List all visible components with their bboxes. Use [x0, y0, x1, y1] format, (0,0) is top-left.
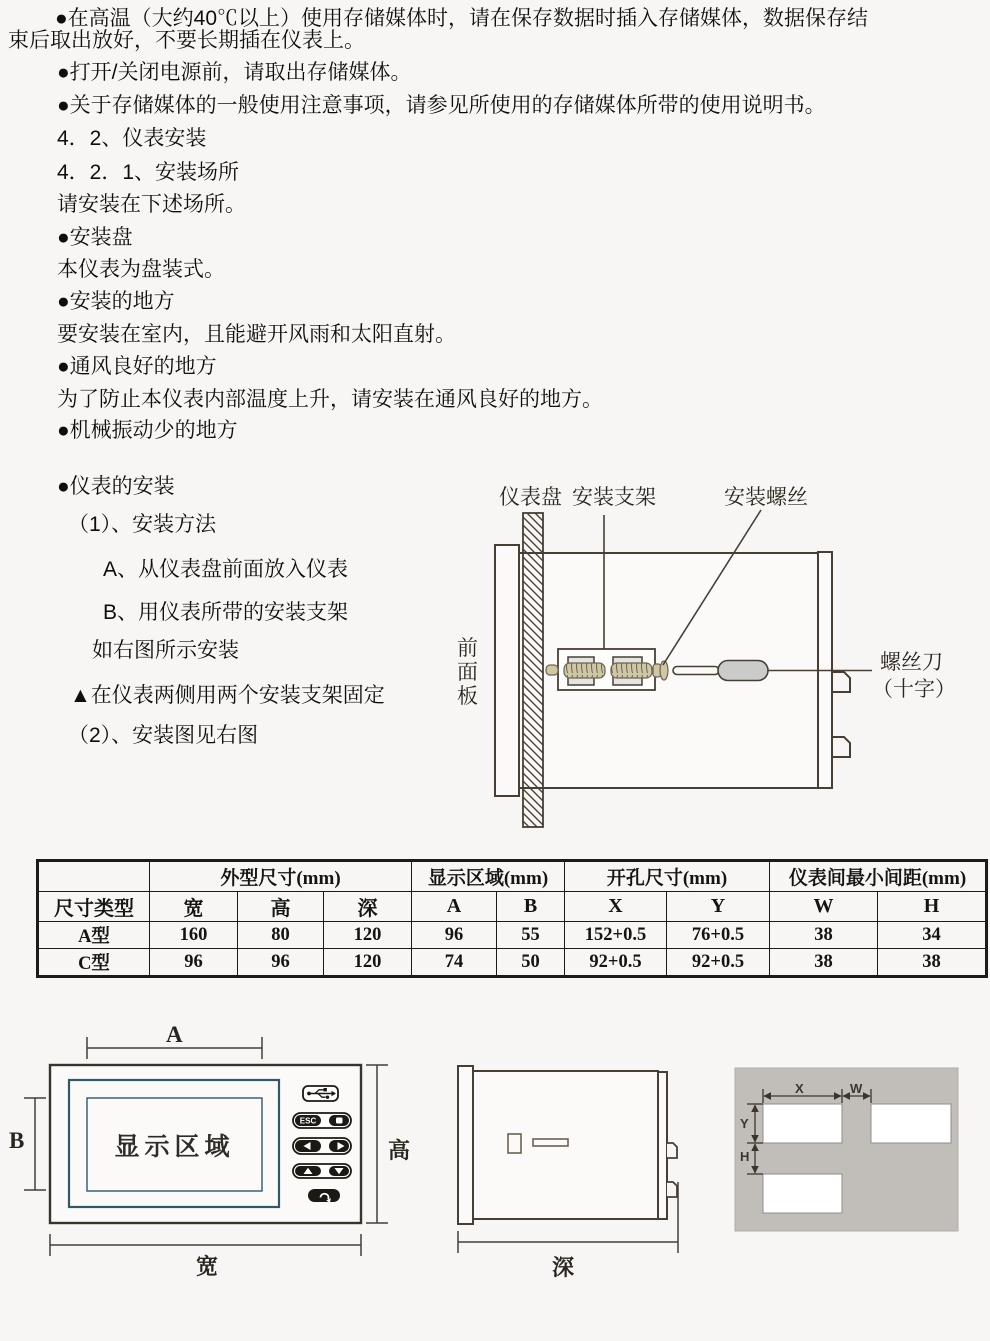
paragraph-line: ●在高温（大约40℃以上）使用存储媒体时，请在保存数据时插入存储媒体，数据保存结 [55, 7, 869, 30]
paragraph-line: ●打开/关闭电源前，请取出存储媒体。 [57, 61, 412, 84]
usb-icon [326, 1096, 329, 1099]
paragraph-line: 本仪表为盘装式。 [57, 258, 225, 281]
cell: 120 [324, 949, 412, 977]
table-row [38, 949, 987, 977]
installation-diagram [440, 498, 990, 843]
paragraph-line: ●机械振动少的地方 [57, 419, 238, 442]
section-heading: 4．2、仪表安装 [57, 127, 207, 150]
header-cell: 开孔尺寸(mm) [565, 861, 770, 892]
screwdriver-label-2: （十字） [872, 678, 956, 701]
cutout-top-right [871, 1104, 951, 1143]
dim-b-label: B [9, 1128, 25, 1153]
dimension-table [36, 859, 988, 978]
header-cell: 外型尺寸(mm) [150, 861, 412, 892]
cell: 92+0.5 [667, 949, 770, 977]
header-cell: Y [667, 892, 770, 922]
cell: C型 [38, 949, 150, 977]
cell: 80 [238, 922, 324, 949]
screw-coil [611, 663, 652, 678]
latch [667, 1143, 677, 1158]
paragraph-line: 要安装在室内，且能避开风雨和太阳直射。 [57, 323, 456, 346]
record-icon [336, 1118, 343, 1124]
screwdriver-handle [718, 661, 768, 681]
header-cell: W [770, 892, 878, 922]
paragraph-line: ●仪表的安装 [57, 475, 175, 498]
usb-icon [324, 1088, 327, 1091]
paragraph-line: 请安装在下述场所。 [57, 193, 246, 216]
paragraph-line: ●安装的地方 [57, 290, 175, 313]
enter-button [308, 1189, 340, 1202]
paragraph-line: 为了防止本仪表内部温度上升，请安装在通风良好的地方。 [57, 388, 603, 411]
mounting-panel-hatch [523, 513, 543, 827]
esc-button-label: ESC [299, 1116, 317, 1126]
dim-depth-label: 深 [552, 1255, 575, 1280]
header-cell: 高 [238, 892, 324, 922]
paragraph-line: B、用仪表所带的安装支架 [103, 601, 349, 624]
header-cell: 尺寸类型 [38, 892, 150, 922]
header-cell: 显示区域(mm) [412, 861, 565, 892]
side-rear-strip [658, 1072, 667, 1219]
screw-label: 安装螺丝 [724, 486, 808, 509]
header-cell: 宽 [150, 892, 238, 922]
paragraph-line: 束后取出放好，不要长期插在仪表上。 [8, 29, 365, 52]
cell: 34 [878, 922, 987, 949]
dim-y-label: Y [740, 1116, 749, 1131]
latch [667, 1182, 677, 1197]
cutout-top-left [763, 1104, 842, 1143]
header-cell: 深 [324, 892, 412, 922]
table-row [38, 922, 987, 949]
cell: 38 [878, 949, 987, 977]
paragraph-line: 如右图所示安装 [92, 639, 239, 662]
cell: 74 [412, 949, 497, 977]
header-cell: A [412, 892, 497, 922]
side-view-figure [438, 1038, 698, 1278]
cell: 160 [150, 922, 238, 949]
display-area-label: 显示区域 [114, 1133, 235, 1161]
screwdriver-label: 螺丝刀 [880, 651, 943, 674]
header-cell: B [497, 892, 565, 922]
panel-label: 仪表盘 [499, 486, 562, 509]
bracket-label: 安装支架 [572, 486, 656, 509]
cell: 120 [324, 922, 412, 949]
cell: 96 [412, 922, 497, 949]
paragraph-line: ●安装盘 [57, 226, 133, 249]
front-bezel [495, 545, 519, 796]
header-cell: H [878, 892, 987, 922]
side-body [473, 1071, 658, 1219]
header-cell: 仪表间最小间距(mm) [770, 861, 987, 892]
paragraph-line: （1）、安装方法 [68, 513, 217, 536]
paragraph-line: ●关于存储媒体的一般使用注意事项，请参见所使用的存储媒体所带的使用说明书。 [57, 94, 826, 117]
paragraph-line: ▲在仪表两侧用两个安装支架固定 [70, 684, 385, 707]
dim-width-label: 宽 [196, 1254, 219, 1279]
cell: A型 [38, 922, 150, 949]
dim-h-label: H [740, 1149, 750, 1164]
cell: 92+0.5 [565, 949, 667, 977]
cell: 50 [497, 949, 565, 977]
section-heading: 4．2．1、安装场所 [57, 161, 240, 184]
paragraph-line: A、从仪表盘前面放入仪表 [103, 558, 349, 581]
latch [832, 672, 850, 692]
cell: 38 [770, 949, 878, 977]
screw-coil [564, 663, 605, 678]
front-panel-label: 前面板 [457, 637, 478, 708]
dim-w-label: W [850, 1081, 863, 1096]
cell: 55 [497, 922, 565, 949]
screwdriver-shaft [673, 667, 719, 675]
table-header-row-2 [38, 892, 987, 922]
cell: 96 [238, 949, 324, 977]
header-cell [38, 861, 150, 892]
cutout-bottom-left [763, 1174, 842, 1213]
cell: 152+0.5 [565, 922, 667, 949]
dim-height-label: 高 [388, 1138, 411, 1163]
side-bezel [458, 1066, 473, 1224]
paragraph-line: （2）、安装图见右图 [68, 724, 259, 747]
header-cell: X [565, 892, 667, 922]
table-header-row-1 [38, 861, 987, 892]
dim-a-label: A [166, 1022, 183, 1047]
latch [832, 737, 850, 757]
screw-stub [546, 665, 558, 675]
dim-x-label: X [795, 1081, 804, 1096]
paragraph-line: ●通风良好的地方 [57, 355, 217, 378]
cell: 38 [770, 922, 878, 949]
cell: 96 [150, 949, 238, 977]
cell: 76+0.5 [667, 922, 770, 949]
